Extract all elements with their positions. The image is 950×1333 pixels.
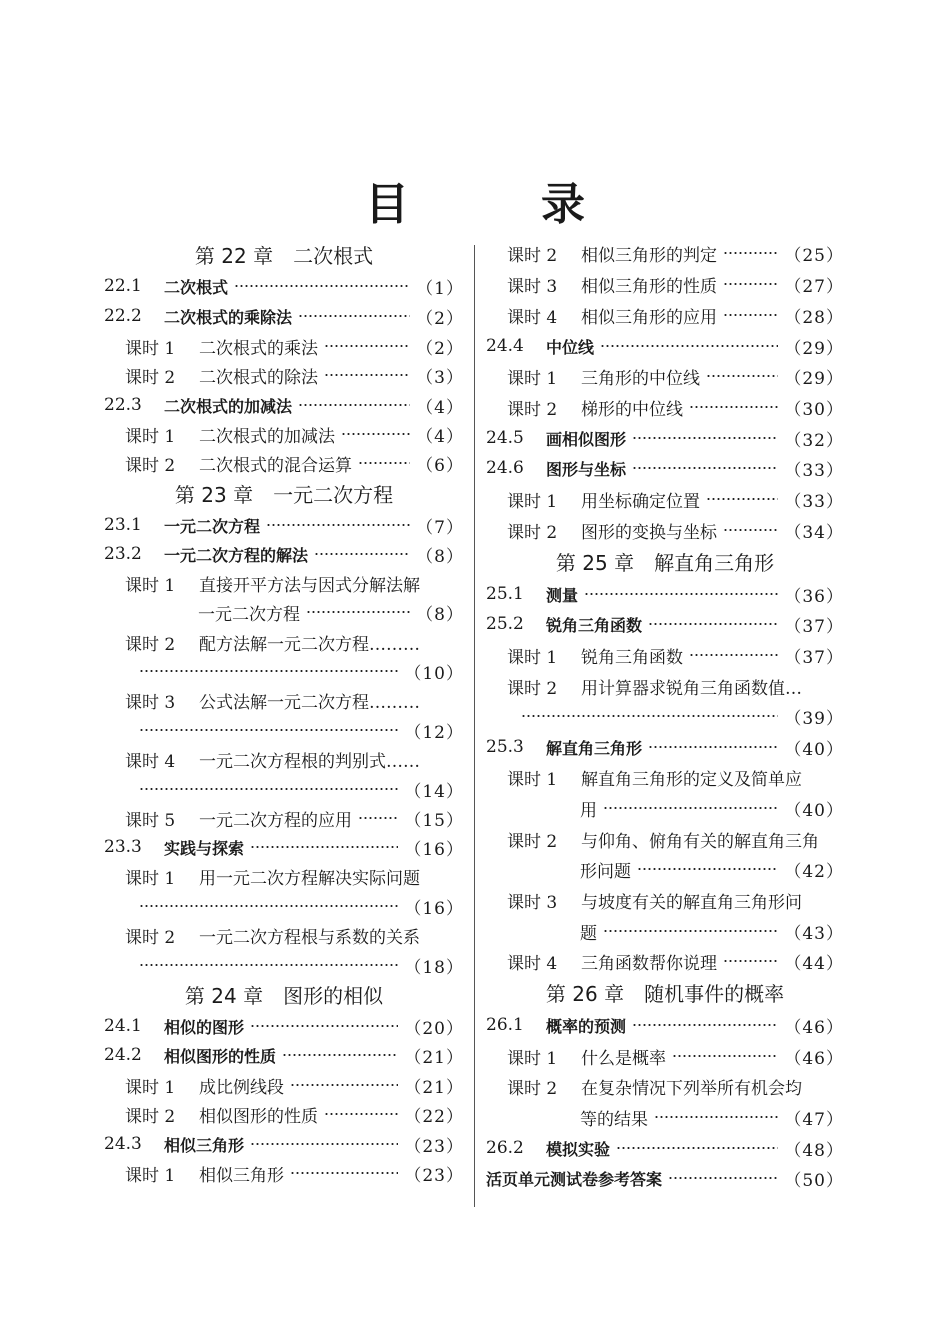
section-number: 24.3: [104, 1134, 142, 1154]
toc-section[interactable]: [486, 610, 844, 638]
dot-leader: [648, 746, 778, 748]
lesson-number: 课时 2: [507, 399, 558, 420]
lesson-title: 与坡度有关的解直角三角形问: [581, 892, 802, 913]
section-number: 25.1: [486, 584, 524, 604]
page-number: （1）: [416, 278, 464, 299]
lesson-title: 一元二次方程的应用: [199, 810, 352, 831]
dot-leader: [584, 593, 778, 595]
page-number: （21）: [404, 1077, 464, 1098]
toc-lesson[interactable]: [507, 393, 844, 421]
lesson-title: 二次根式的混合运算: [199, 455, 352, 476]
toc-lesson[interactable]: [125, 745, 464, 773]
section-number: 23.1: [104, 515, 142, 535]
lesson-number: 课时 3: [507, 276, 558, 297]
toc-section[interactable]: [486, 733, 844, 761]
lesson-number: 课时 2: [507, 522, 558, 543]
toc-lesson-continued[interactable]: [580, 855, 844, 883]
lesson-number: 课时 2: [507, 678, 558, 699]
lesson-title: 锐角三角函数: [581, 647, 683, 668]
lesson-title: 用一元二次方程解决实际问题: [199, 868, 420, 889]
chapter-heading: 第 23 章 一元二次方程: [174, 483, 394, 507]
page-number: （14）: [404, 781, 464, 802]
section-number: 23.2: [104, 544, 142, 564]
section-number: 26.2: [486, 1138, 524, 1158]
toc-lesson-continued[interactable]: [198, 598, 464, 626]
dot-leader: [139, 670, 398, 672]
page-number: （4）: [416, 426, 464, 447]
lesson-title: 成比例线段: [199, 1077, 284, 1098]
toc-lesson[interactable]: [125, 449, 464, 477]
lesson-title-continued: 一元二次方程: [198, 604, 300, 625]
page-number: （7）: [416, 517, 464, 538]
toc-section[interactable]: [104, 272, 464, 300]
lesson-number: 课时 1: [125, 1077, 176, 1098]
dot-leader: [139, 905, 398, 907]
dot-leader: [250, 1025, 398, 1027]
toc-section[interactable]: [486, 454, 844, 482]
page-number: （3）: [416, 367, 464, 388]
dot-leader: [616, 1147, 778, 1149]
toc-dot-line[interactable]: [139, 657, 464, 685]
section-number: 24.5: [486, 428, 524, 448]
chapter-heading: 第 24 章 图形的相似: [184, 984, 384, 1008]
lesson-title: 二次根式的加减法: [199, 426, 335, 447]
dot-leader: [341, 433, 410, 435]
lesson-number: 课时 1: [125, 426, 176, 447]
page-number: （29）: [784, 338, 844, 359]
toc-lesson[interactable]: [507, 886, 844, 914]
toc-section[interactable]: [104, 511, 464, 539]
page-number: （30）: [784, 399, 844, 420]
toc-lesson[interactable]: [507, 1042, 844, 1070]
dot-leader: [139, 964, 398, 966]
toc-lesson-continued[interactable]: [580, 917, 844, 945]
section-number: 24.1: [104, 1016, 142, 1036]
lesson-title: 二次根式的除法: [199, 367, 318, 388]
toc-lesson[interactable]: [507, 641, 844, 669]
lesson-title: 在复杂情况下列举所有机会均: [581, 1078, 802, 1099]
toc-section[interactable]: [486, 332, 844, 360]
section-title: 相似三角形: [164, 1135, 245, 1155]
page-number: （40）: [784, 739, 844, 760]
section-title: 中位线: [546, 337, 595, 357]
lesson-title-continued: 题: [580, 923, 597, 944]
dot-leader: [298, 315, 410, 317]
toc-lesson-continued[interactable]: [580, 794, 844, 822]
page-number: （29）: [784, 368, 844, 389]
toc-section[interactable]: [486, 580, 844, 608]
dot-leader: [632, 437, 778, 439]
dot-leader: [632, 1024, 778, 1026]
lesson-number: 课时 1: [125, 1165, 176, 1186]
section-title: 解直角三角形: [546, 738, 643, 758]
toc-section[interactable]: [104, 302, 464, 330]
toc-section[interactable]: [104, 540, 464, 568]
lesson-title: 直接开平方法与因式分解法解: [199, 575, 420, 596]
page-number: （40）: [784, 800, 844, 821]
lesson-title: 梯形的中位线: [581, 399, 683, 420]
lesson-number: 课时 2: [507, 245, 558, 266]
lesson-number: 课时 2: [125, 927, 176, 948]
toc-lesson-continued[interactable]: [580, 1103, 844, 1131]
dot-leader: [298, 404, 410, 406]
toc-section[interactable]: [104, 1041, 464, 1069]
dot-leader: [723, 283, 778, 285]
toc-lesson[interactable]: [125, 1100, 464, 1128]
section-title: 测量: [546, 585, 579, 605]
dot-leader: [723, 314, 778, 316]
page-number: （44）: [784, 953, 844, 974]
page-number: （42）: [784, 861, 844, 882]
dot-leader: [358, 462, 410, 464]
page-title: 目 录: [365, 179, 629, 230]
page-number: （10）: [404, 663, 464, 684]
page-number: （27）: [784, 276, 844, 297]
toc-lesson[interactable]: [507, 1072, 844, 1100]
page-number: （43）: [784, 923, 844, 944]
lesson-title: 一元二次方程根与系数的关系: [199, 927, 420, 948]
lesson-title: 解直角三角形的定义及简单应: [581, 769, 802, 790]
dot-leader: [689, 654, 778, 656]
dot-leader: [632, 467, 778, 469]
page-number: （46）: [784, 1048, 844, 1069]
page-number: （15）: [404, 810, 464, 831]
lesson-title: 三角形的中位线: [581, 368, 700, 389]
lesson-number: 课时 2: [125, 367, 176, 388]
page-number: （2）: [416, 308, 464, 329]
lesson-title: 相似图形的性质: [199, 1106, 318, 1127]
toc-section[interactable]: [104, 1130, 464, 1158]
dot-leader: [706, 375, 778, 377]
page-number: （37）: [784, 647, 844, 668]
page-number: （39）: [784, 708, 844, 729]
toc-section[interactable]: [486, 1011, 844, 1039]
section-title: 二次根式的乘除法: [164, 307, 293, 327]
lesson-title-continued: 形问题: [580, 861, 631, 882]
page-number: （23）: [404, 1165, 464, 1186]
lesson-number: 课时 4: [507, 307, 558, 328]
toc-section[interactable]: [486, 1164, 844, 1192]
dot-leader: [358, 817, 398, 819]
dot-leader: [290, 1172, 398, 1174]
lesson-title: 相似三角形: [199, 1165, 284, 1186]
page-number: （8）: [416, 546, 464, 567]
page-number: （23）: [404, 1136, 464, 1157]
lesson-title-continued: 用: [580, 800, 597, 821]
page-number: （50）: [784, 1170, 844, 1191]
page-number: （12）: [404, 722, 464, 743]
lesson-title: 图形的变换与坐标: [581, 522, 717, 543]
toc-dot-line[interactable]: [139, 892, 464, 920]
dot-leader: [723, 960, 778, 962]
section-title: 锐角三角函数: [546, 615, 643, 635]
page-number: （36）: [784, 586, 844, 607]
page-number: （8）: [416, 604, 464, 625]
section-title: 一元二次方程: [164, 516, 261, 536]
dot-leader: [603, 807, 778, 809]
dot-leader: [290, 1084, 398, 1086]
lesson-title: 用坐标确定位置: [581, 491, 700, 512]
page-number: （16）: [404, 898, 464, 919]
page-number: （18）: [404, 957, 464, 978]
page-number: （32）: [784, 430, 844, 451]
page-number: （22）: [404, 1106, 464, 1127]
lesson-title: 公式法解一元二次方程………: [199, 692, 420, 713]
dot-leader: [282, 1054, 398, 1056]
section-number: 25.2: [486, 614, 524, 634]
section-title: 相似的图形: [164, 1017, 245, 1037]
toc-lesson[interactable]: [125, 332, 464, 360]
toc-lesson[interactable]: [507, 270, 844, 298]
dot-leader: [672, 1055, 778, 1057]
page-number: （34）: [784, 522, 844, 543]
dot-leader: [139, 729, 398, 731]
toc-dot-line[interactable]: [139, 951, 464, 979]
lesson-title: 一元二次方程根的判别式……: [199, 751, 420, 772]
page-number: （46）: [784, 1017, 844, 1038]
toc-lesson[interactable]: [125, 1159, 464, 1187]
page-number: （33）: [784, 491, 844, 512]
lesson-title: 三角函数帮你说理: [581, 953, 717, 974]
toc-lesson[interactable]: [507, 947, 844, 975]
page-number: （2）: [416, 338, 464, 359]
dot-leader: [324, 345, 410, 347]
lesson-title: 与仰角、俯角有关的解直角三角: [581, 831, 819, 852]
lesson-title: 配方法解一元二次方程………: [199, 634, 420, 655]
toc-lesson[interactable]: [507, 763, 844, 791]
section-number: 22.3: [104, 395, 142, 415]
toc-lesson[interactable]: [125, 1071, 464, 1099]
toc-lesson[interactable]: [507, 239, 844, 267]
dot-leader: [648, 623, 778, 625]
dot-leader: [637, 868, 778, 870]
section-title: 一元二次方程的解法: [164, 545, 309, 565]
section-title: 二次根式的加减法: [164, 396, 293, 416]
page-number: （25）: [784, 245, 844, 266]
toc-lesson[interactable]: [507, 672, 844, 700]
lesson-number: 课时 2: [125, 1106, 176, 1127]
section-title: 实践与探索: [164, 838, 245, 858]
lesson-number: 课时 1: [507, 491, 558, 512]
toc-section[interactable]: [486, 1134, 844, 1162]
dot-leader: [706, 498, 778, 500]
section-title: 二次根式: [164, 277, 229, 297]
lesson-number: 课时 4: [507, 953, 558, 974]
dot-leader: [139, 788, 398, 790]
lesson-title: 什么是概率: [581, 1048, 666, 1069]
toc-dot-line[interactable]: [139, 775, 464, 803]
toc-lesson[interactable]: [507, 301, 844, 329]
dot-leader: [324, 1113, 398, 1115]
section-number: 24.2: [104, 1045, 142, 1065]
chapter-heading: 第 22 章 二次根式: [194, 244, 374, 268]
lesson-number: 课时 5: [125, 810, 176, 831]
lesson-title: 相似三角形的应用: [581, 307, 717, 328]
page-number: （47）: [784, 1109, 844, 1130]
lesson-number: 课时 3: [507, 892, 558, 913]
toc-lesson[interactable]: [125, 686, 464, 714]
lesson-number: 课时 1: [125, 338, 176, 359]
toc-section[interactable]: [486, 424, 844, 452]
column-divider: [474, 245, 475, 1207]
toc-lesson[interactable]: [125, 569, 464, 597]
toc-lesson[interactable]: [125, 361, 464, 389]
section-title: 相似图形的性质: [164, 1046, 277, 1066]
dot-leader: [723, 529, 778, 531]
section-number: 22.2: [104, 306, 142, 326]
dot-leader: [306, 611, 410, 613]
section-number: 22.1: [104, 276, 142, 296]
dot-leader: [689, 406, 778, 408]
dot-leader: [600, 345, 778, 347]
lesson-number: 课时 2: [507, 831, 558, 852]
toc-lesson[interactable]: [507, 362, 844, 390]
section-number: 23.3: [104, 837, 142, 857]
lesson-number: 课时 1: [125, 575, 176, 596]
page-number: （6）: [416, 455, 464, 476]
section-number: 24.4: [486, 336, 524, 356]
page-number: （21）: [404, 1047, 464, 1068]
dot-leader: [723, 252, 778, 254]
dot-leader: [266, 524, 410, 526]
lesson-number: 课时 1: [125, 868, 176, 889]
page-number: （48）: [784, 1140, 844, 1161]
toc-section[interactable]: [104, 391, 464, 419]
dot-leader: [521, 715, 778, 717]
dot-leader: [234, 285, 410, 287]
dot-leader: [250, 846, 398, 848]
lesson-number: 课时 3: [125, 692, 176, 713]
chapter-heading: 第 26 章 随机事件的概率: [545, 982, 785, 1006]
section-number: 24.6: [486, 458, 524, 478]
lesson-title: 相似三角形的性质: [581, 276, 717, 297]
lesson-title: 相似三角形的判定: [581, 245, 717, 266]
toc-lesson[interactable]: [125, 628, 464, 656]
lesson-number: 课时 2: [125, 634, 176, 655]
toc-section[interactable]: [104, 1012, 464, 1040]
lesson-number: 课时 1: [507, 769, 558, 790]
section-title: 图形与坐标: [546, 459, 627, 479]
lesson-number: 课时 4: [125, 751, 176, 772]
section-number: 25.3: [486, 737, 524, 757]
page-number: （33）: [784, 460, 844, 481]
page-number: （4）: [416, 397, 464, 418]
dot-leader: [250, 1143, 398, 1145]
lesson-number: 课时 1: [507, 647, 558, 668]
page-number: （37）: [784, 616, 844, 637]
lesson-number: 课时 1: [507, 1048, 558, 1069]
toc-lesson[interactable]: [507, 516, 844, 544]
lesson-number: 课时 2: [507, 1078, 558, 1099]
toc-lesson[interactable]: [507, 485, 844, 513]
page-number: （16）: [404, 839, 464, 860]
chapter-heading: 第 25 章 解直角三角形: [555, 551, 775, 575]
toc-dot-line[interactable]: [521, 702, 844, 730]
toc-lesson[interactable]: [507, 825, 844, 853]
lesson-number: 课时 1: [507, 368, 558, 389]
dot-leader: [668, 1177, 778, 1179]
lesson-title-continued: 等的结果: [580, 1109, 648, 1130]
section-title: 画相似图形: [546, 429, 627, 449]
dot-leader: [603, 930, 778, 932]
dot-leader: [314, 553, 410, 555]
toc-lesson[interactable]: [125, 862, 464, 890]
toc-lesson[interactable]: [125, 804, 464, 832]
page-number: （28）: [784, 307, 844, 328]
toc-lesson[interactable]: [125, 420, 464, 448]
page-number: （20）: [404, 1018, 464, 1039]
section-number: 26.1: [486, 1015, 524, 1035]
dot-leader: [324, 374, 410, 376]
section-title: 概率的预测: [546, 1016, 627, 1036]
toc-lesson[interactable]: [125, 921, 464, 949]
lesson-number: 课时 2: [125, 455, 176, 476]
section-title: 模拟实验: [546, 1139, 611, 1159]
toc-section[interactable]: [104, 833, 464, 861]
dot-leader: [654, 1116, 778, 1118]
toc-dot-line[interactable]: [139, 716, 464, 744]
section-title: 活页单元测试卷参考答案: [486, 1169, 663, 1189]
lesson-title: 二次根式的乘法: [199, 338, 318, 359]
lesson-title: 用计算器求锐角三角函数值…: [581, 678, 802, 699]
